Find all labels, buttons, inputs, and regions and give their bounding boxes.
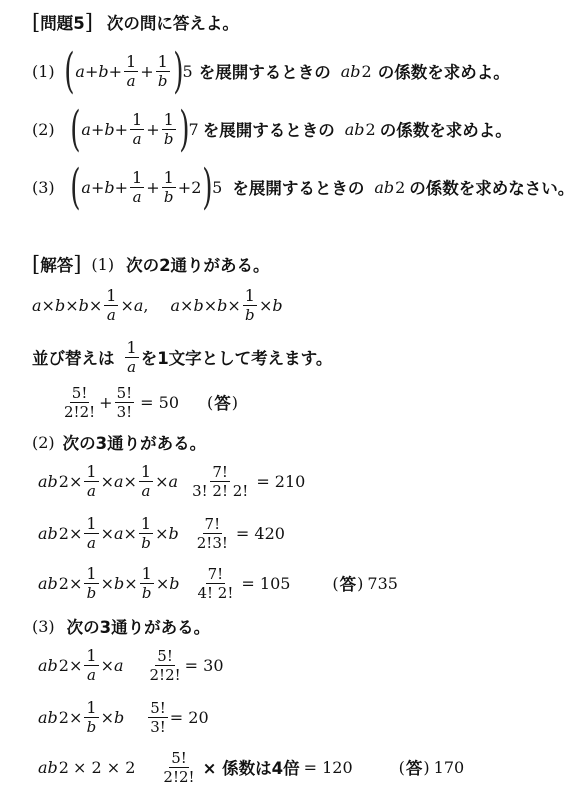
result-value: = 50: [140, 392, 179, 412]
rearrange-post: を1文字として考えます。: [140, 349, 333, 368]
fraction: $\frac{1}{b}$: [141, 563, 152, 602]
fraction: $\frac{1}{b}$: [244, 285, 255, 324]
fraction: $\frac{1}{a}$: [126, 51, 137, 90]
solution-3-row-3: ab 2 × 2 × 2 $\frac{5!}{2!2!}$ × 係数は4倍 = 120 ( 答 ) 170: [38, 748, 465, 786]
solution-2-header: [32, 428, 206, 456]
item-number: (3): [32, 177, 55, 197]
solution-2-row-3: ab 2 × $\frac{1}{b}$ × b × $\frac{1}{b}$ × b $\frac{7!}{4! 2!}$ = 105 ( 答 ) 735: [38, 563, 398, 602]
result-value: = 210: [256, 471, 306, 491]
fraction: $\frac{1}{a}$: [132, 109, 143, 148]
rearrange-pre: 並び替えは: [32, 349, 115, 368]
problem-item-2: (2) ( a + b + $\frac{1}{a}$ + $\frac{1}{b}$ ) 7 を展開するときの ab 2 の係数を求めよ。: [32, 101, 512, 157]
fraction: $\frac{1}{b}$: [86, 697, 97, 736]
fraction: $\frac{1}{a}$: [86, 513, 97, 552]
constant-term: +2: [177, 177, 202, 197]
part-intro: 次の3通りがある。: [66, 618, 211, 637]
problem-header: [ 問題5 ] 次の問に答えよ。: [32, 10, 239, 34]
problem-item-3: (3) ( a + b + $\frac{1}{a}$ + $\frac{1}{b}$ +2 ) 5 を展開するときの ab 2 の係数を求めなさい。: [32, 159, 575, 215]
problem-item-1: (1) ( a + b + $\frac{1}{a}$ + $\frac{1}{b}$ ) 5 を展開するときの ab 2 の係数を求めよ。: [32, 43, 510, 99]
solution-1-cases: a × b × b × $\frac{1}{a}$ × a , a × b × b × $\frac{1}{b}$ × b: [32, 285, 283, 324]
fraction: $\frac{1}{a}$: [86, 461, 97, 500]
solution-2-row-1: ab 2 × $\frac{1}{a}$ × a × $\frac{1}{a}$ × a $\frac{7!}{3! 2! 2!}$ = 210: [38, 461, 306, 500]
fraction: $\frac{7!}{3! 2! 2!}$: [192, 462, 249, 500]
item-coeff-tail: の係数を求めなさい。: [409, 179, 575, 198]
part-number: (3): [32, 616, 55, 636]
rearrange-note: [32, 334, 332, 380]
solution-3-row-2: ab 2 × $\frac{1}{b}$ × b $\frac{5!}{3!}$ = 20: [38, 697, 209, 736]
fraction: $\frac{5!}{2!2!}$: [149, 646, 181, 684]
solution-label: 解答: [40, 256, 74, 275]
fraction: $\frac{5!}{3!}$: [116, 383, 133, 421]
fraction: $\frac{1}{a}$: [106, 285, 117, 324]
problem-instruction: 次の問に答えよ。: [106, 14, 239, 33]
answer-value: 170: [433, 757, 465, 777]
fraction: $\frac{7!}{2!3!}$: [196, 514, 228, 552]
solution-3-row-1: ab 2 × $\frac{1}{a}$ × a $\frac{5!}{2!2!}$ = 30: [38, 645, 224, 684]
part-number: (1): [91, 254, 115, 274]
item-coeff-tail: の係数を求めよ。: [379, 121, 512, 140]
solution-3-header: [32, 612, 210, 640]
fraction: $\frac{1}{a}$: [140, 461, 152, 500]
answer-label: 答: [405, 759, 423, 778]
fraction: $\frac{5!}{2!2!}$: [163, 748, 195, 786]
part-intro: 次の3通りがある。: [62, 434, 207, 453]
fraction: $\frac{1}{b}$: [157, 51, 168, 90]
result-value: = 105: [241, 573, 291, 593]
solution-2-row-2: ab 2 × $\frac{1}{a}$ × a × $\frac{1}{b}$ × b $\frac{7!}{2!3!}$ = 420: [38, 513, 285, 552]
fraction: $\frac{1}{b}$: [86, 563, 97, 602]
fraction: $\frac{1}{a}$: [86, 645, 97, 684]
solution-header: [ 解答 ] (1) 次の2通りがある。: [32, 252, 270, 276]
part-number: (2): [32, 432, 55, 452]
result-value: = 120: [303, 757, 353, 777]
coeff-note: × 係数は4倍: [202, 759, 300, 778]
result-value: = 420: [235, 523, 285, 543]
exponent: 5: [212, 177, 223, 197]
item-tail: を展開するときの: [232, 179, 365, 198]
multiplier: × 2 × 2: [72, 757, 136, 777]
exponent: 7: [188, 119, 199, 139]
fraction: $\frac{1}{b}$: [163, 109, 174, 148]
item-tail: を展開するときの: [198, 63, 331, 82]
result-value: = 20: [169, 707, 209, 727]
solution-1-calc: $\frac{5!}{2!2!}$ + $\frac{5!}{3!}$ = 50 ( 答 ): [64, 383, 238, 421]
fraction: $\frac{7!}{4! 2!}$: [197, 564, 234, 602]
result-value: = 30: [184, 655, 224, 675]
problem-label: 問題5: [40, 14, 85, 33]
fraction: $\frac{1}{a}$: [132, 167, 143, 206]
fraction: $\frac{1}{b}$: [163, 167, 174, 206]
fraction: $\frac{1}{b}$: [140, 513, 152, 552]
exponent: 5: [182, 61, 193, 81]
part-intro: 次の2通りがある。: [126, 256, 270, 275]
item-number: (2): [32, 119, 55, 139]
answer-label: 答: [214, 394, 231, 413]
fraction: $\frac{5!}{2!2!}$: [64, 383, 96, 421]
item-coeff-tail: の係数を求めよ。: [377, 63, 510, 82]
item-number: (1): [32, 61, 55, 81]
item-tail: を展開するときの: [202, 121, 335, 140]
fraction: $\frac{1}{a}$: [126, 337, 137, 376]
fraction: $\frac{5!}{3!}$: [150, 698, 166, 736]
answer-label: 答: [339, 575, 357, 594]
answer-value: 735: [367, 573, 398, 593]
